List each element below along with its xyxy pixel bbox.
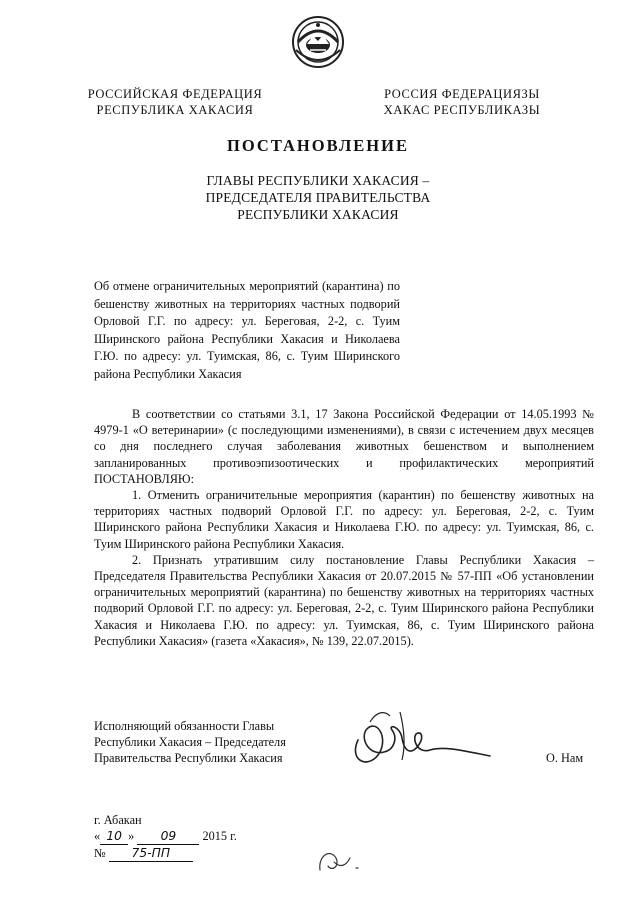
body-item-1: 1. Отменить ограничительные мероприятия (карантин) по бешенству животных на территориях частных подворий Орловой Г.Г. по адресу: ул. Береговая, 2-2, с. Туим Ширинского района Республики Хакасия и Николаева Г.Ю. по адресу: ул. Туимская, 86, с. Туим Ширинского района Республики Хакасия. — [94, 488, 594, 551]
footer-city: г. Абакан — [94, 813, 142, 827]
date-month: 09 — [137, 828, 199, 845]
subtitle-line: РЕСПУБЛИКИ ХАКАСИЯ — [237, 207, 399, 222]
subject-text: Об отмене ограничительных мероприятий (карантина) по бешенству животных на территориях частных подворий Орловой Г.Г. по адресу: ул. Береговая, 2-2, с. Туим Ширинского района Республики Хакасия и Николаева Г.Ю. по адресу: ул. Туимская, 86, с. Туим Ширинского района Республики Хакасия — [94, 279, 400, 381]
header-right — [362, 86, 562, 118]
signatory-name: О. Нам — [546, 751, 584, 765]
handwritten-signature — [340, 700, 530, 780]
handwritten-initials — [310, 838, 370, 878]
number-prefix: № — [94, 846, 106, 860]
subtitle-line: ПРЕДСЕДАТЕЛЯ ПРАВИТЕЛЬСТВА — [205, 190, 431, 205]
body-intro: В соответствии со статьями 3.1, 17 Закона Российской Федерации от 14.05.1993 № 4979-1 «О ветеринарии» (с последующими изменениями), в связи с истечением двух месяцев со дня последнего случая заболевания животных бешенством и выполнением запланированных противоэпизоотических и профилактических мероприятий ПОСТАНОВЛЯЮ: — [94, 407, 594, 486]
position-line: Исполняющий обязанности Главы — [94, 719, 275, 733]
position-line: Правительства Республики Хакасия — [94, 751, 283, 765]
document-subtitle — [0, 172, 636, 223]
header-right-line: РОССИЯ ФЕДЕРАЦИЯЗЫ — [384, 87, 540, 101]
number-value: 75-ПП — [109, 845, 193, 862]
subtitle-line: ГЛАВЫ РЕСПУБЛИКИ ХАКАСИЯ – — [206, 173, 430, 188]
date-open-quote: « — [94, 829, 101, 843]
header-left-line: РОССИЙСКАЯ ФЕДЕРАЦИЯ — [87, 87, 263, 101]
date-close-quote: » — [128, 829, 135, 843]
header-right-line: ХАКАС РЕСПУБЛИКАЗЫ — [383, 103, 541, 117]
footer-number — [94, 845, 294, 862]
date-year: 2015 г. — [202, 829, 237, 843]
subject-block — [94, 278, 400, 383]
header-left-line: РЕСПУБЛИКА ХАКАСИЯ — [96, 103, 254, 117]
signatory-position — [94, 718, 354, 766]
date-day: 10 — [100, 828, 128, 845]
document-title: ПОСТАНОВЛЕНИЕ — [227, 136, 409, 155]
footer-date — [94, 828, 294, 845]
header-left — [70, 86, 280, 118]
coat-of-arms-emblem — [287, 14, 349, 70]
document-body — [94, 406, 594, 649]
position-line: Республики Хакасия – Председателя — [94, 735, 286, 749]
body-item-2: 2. Признать утратившим силу постановление Главы Республики Хакасия – Председателя Правительства Республики Хакасия от 20.07.2015 № 57-ПП «Об установлении ограничительных мероприятий (карантина) по бешенству животных на территориях частных подворий Орловой Г.Г. по адресу: ул. Береговая, 2-2, с. Туим Ширинского района Республики Хакасия и Николаева Г.Ю. по адресу: ул. Туимская, 86, с. Туим Ширинского района Республики Хакасия» (газета «Хакасия», № 139, 22.07.2015). — [94, 552, 594, 648]
